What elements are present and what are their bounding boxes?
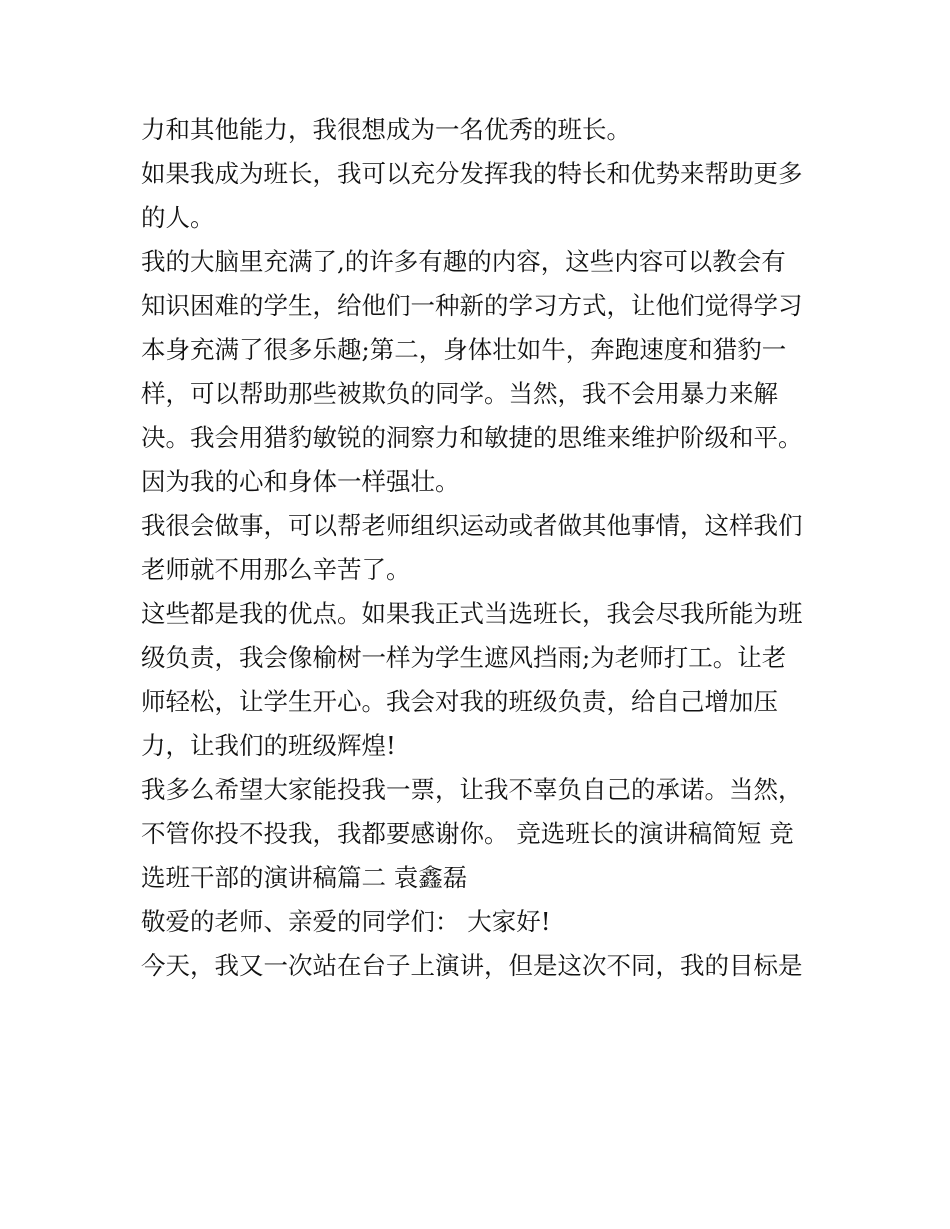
text-line: 如果我成为班长，我可以充分发挥我的特长和优势来帮助更多 bbox=[141, 159, 803, 188]
text-line: 师轻松，让学生开心。我会对我的班级负责，给自己增加压 bbox=[141, 687, 778, 716]
text-line: 我很会做事，可以帮老师组织运动或者做其他事情，这样我们 bbox=[141, 511, 803, 540]
text-line: 力和其他能力，我很想成为一名优秀的班长。 bbox=[141, 115, 631, 144]
text-line: 级负责，我会像榆树一样为学生遮风挡雨;为老师打工。让老 bbox=[141, 643, 787, 672]
text-line: 老师就不用那么辛苦了。 bbox=[141, 555, 411, 584]
text-line: 样，可以帮助那些被欺负的同学。当然，我不会用暴力来解 bbox=[141, 379, 778, 408]
text-line: 因为我的心和身体一样强壮。 bbox=[141, 467, 460, 496]
body-text bbox=[141, 108, 821, 988]
text-line: 决。我会用猎豹敏锐的洞察力和敏捷的思维来维护阶级和平。 bbox=[141, 423, 803, 452]
text-line: 的人。 bbox=[141, 203, 215, 232]
text-line: 今天，我又一次站在台子上演讲，但是这次不同，我的目标是 bbox=[141, 951, 803, 980]
text-line: 力，让我们的班级辉煌! bbox=[141, 731, 396, 760]
text-line: 我的大脑里充满了,的许多有趣的内容，这些内容可以教会有 bbox=[141, 247, 786, 276]
text-line: 本身充满了很多乐趣;第二，身体壮如牛，奔跑速度和猎豹一 bbox=[141, 335, 787, 364]
text-line: 选班干部的演讲稿篇二 袁鑫磊 bbox=[141, 863, 468, 892]
text-line: 知识困难的学生，给他们一种新的学习方式，让他们觉得学习 bbox=[141, 291, 803, 320]
text-line: 我多么希望大家能投我一票，让我不辜负自己的承诺。当然， bbox=[141, 775, 803, 804]
text-line: 不管你投不投我，我都要感谢你。 竞选班长的演讲稿简短 竞 bbox=[141, 819, 794, 848]
text-line: 敬爱的老师、亲爱的同学们： 大家好! bbox=[141, 907, 551, 936]
text-line: 这些都是我的优点。如果我正式当选班长，我会尽我所能为班 bbox=[141, 599, 803, 628]
